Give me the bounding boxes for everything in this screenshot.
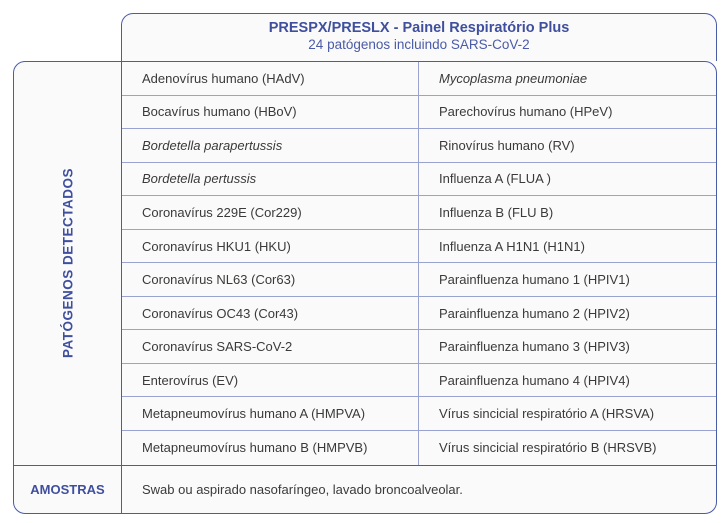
- pathogen-cell-right: Parainfluenza humano 4 (HPIV4): [439, 372, 630, 388]
- table-row: [122, 230, 716, 264]
- table-row: [122, 96, 716, 130]
- pathogen-cell-left: Coronavírus NL63 (Cor63): [122, 263, 419, 296]
- table-row: [122, 129, 716, 163]
- samples-label: AMOSTRAS: [14, 466, 122, 513]
- pathogen-cell-right: Parainfluenza humano 2 (HPIV2): [439, 305, 630, 321]
- page-subtitle: 24 patógenos incluindo SARS-CoV-2: [308, 37, 530, 52]
- pathogen-cell-right: Parechovírus humano (HPeV): [439, 104, 613, 120]
- page-title: PRESPX/PRESLX - Painel Respiratório Plus: [268, 20, 570, 36]
- pathogen-cell-right: Mycoplasma pneumoniae: [439, 70, 588, 86]
- pathogen-cell-left: Bocavírus humano (HBoV): [122, 96, 419, 129]
- table-row: [122, 297, 716, 331]
- pathogen-cell-left: Metapneumovírus humano B (HMPVB): [122, 431, 419, 465]
- pathogen-cell-right: Rinovírus humano (RV): [439, 137, 575, 153]
- pathogen-cell-left: Coronavírus SARS-CoV-2: [122, 330, 419, 363]
- table-row: [122, 196, 716, 230]
- table-row: [122, 364, 716, 398]
- table-row: [122, 397, 716, 431]
- table-header: [121, 13, 717, 61]
- pathogen-cell-right: Vírus sincicial respiratório A (HRSVA): [439, 406, 655, 422]
- table-row: [122, 163, 716, 197]
- pathogen-cell-left: Bordetella parapertussis: [122, 129, 419, 162]
- samples-row: [14, 465, 716, 513]
- pathogen-cell-left: Adenovírus humano (HAdV): [122, 62, 419, 95]
- pathogen-cell-left: Enterovírus (EV): [122, 364, 419, 397]
- pathogen-cell-right: Influenza A H1N1 (H1N1): [439, 238, 585, 254]
- pathogen-cell-left: Bordetella pertussis: [122, 163, 419, 196]
- pathogen-cell-right: Parainfluenza humano 3 (HPIV3): [439, 339, 630, 355]
- pathogen-cell-left: Coronavírus 229E (Cor229): [122, 196, 419, 229]
- detected-pathogens-label: PATÓGENOS DETECTADOS: [60, 167, 76, 359]
- pathogen-cell-right: Parainfluenza humano 1 (HPIV1): [439, 272, 630, 288]
- pathogen-cell-right: Influenza A (FLUA ): [439, 171, 552, 187]
- table-row: [122, 330, 716, 364]
- pathogen-cell-left: Coronavírus OC43 (Cor43): [122, 297, 419, 330]
- pathogen-cell-left: Metapneumovírus humano A (HMPVA): [122, 397, 419, 430]
- table-row: [122, 431, 716, 465]
- pathogen-cell-right: Vírus sincicial respiratório B (HRSVB): [439, 440, 657, 456]
- pathogen-grid: [122, 62, 716, 465]
- table-row: [122, 263, 716, 297]
- pathogen-cell-left: Coronavírus HKU1 (HKU): [122, 230, 419, 263]
- side-column: [14, 62, 122, 465]
- pathogen-table: [13, 61, 717, 514]
- samples-value: Swab ou aspirado nasofaríngeo, lavado broncoalveolar.: [142, 482, 463, 497]
- table-row: [122, 62, 716, 96]
- pathogen-cell-right: Influenza B (FLU B): [439, 204, 554, 220]
